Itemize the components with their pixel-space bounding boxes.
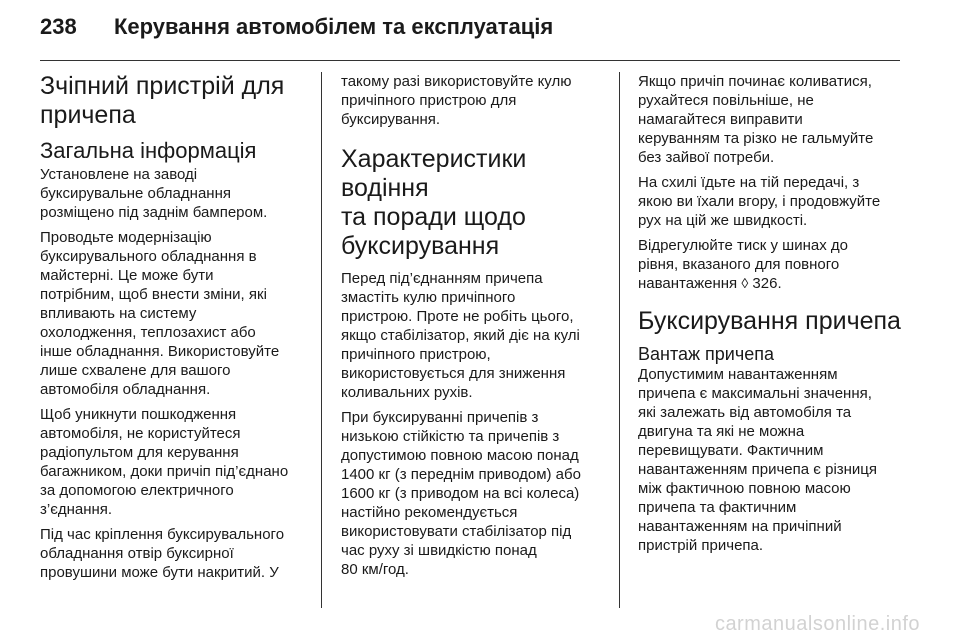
section-heading-towing-device: Зчіпний пристрій для причепа [40, 72, 285, 129]
paragraph: Щоб уникнути пошкодження автомобіля, не користуйтеся радіопультом для керування багажником, доки причіп під’єднано за допомогою електричного з’єднання. [40, 406, 289, 518]
paragraph: Установлене на заводі буксирувальне обладнання розміщено під заднім бампером. [40, 166, 268, 221]
paragraph: Під час кріплення буксирувального обладнання отвір буксирної провушини може бути накритий. У [40, 526, 285, 581]
section-heading-trailer-towing: Буксирування причепа [638, 307, 901, 335]
paragraph: Допустимим навантаженням причепа є максимальні значення, які залежать від автомобіля та двигуна та які не можна перевищувати. Фактичним навантаженням причепа є різниця між фактичною повною масою причепа та фактичним навантаженням на причіпний пристрій причепа. [638, 366, 878, 554]
column-divider-1 [321, 72, 322, 608]
column-left [40, 72, 310, 588]
subheading-trailer-load: Вантаж причепа [638, 344, 775, 364]
column-right [638, 72, 908, 561]
header-divider [40, 60, 900, 61]
paragraph: Перед під’єднанням причепа змастіть кулю причіпного пристрою. Проте не робіть цього, якщо стабілізатор, який діє на кулі причіпного пристрою, використовується для зниження коливальних рухів. [341, 270, 580, 401]
paragraph: На схилі їдьте на тій передачі, з якою ви їхали вгору, і продовжуйте рух на цій же швидкості. [638, 174, 881, 229]
subheading-general-info: Загальна інформація [40, 138, 257, 163]
paragraph [638, 236, 908, 293]
paragraph-text: Відрегулюйте тиск у шинах до рівня, вказаного для повного навантаження [638, 237, 848, 292]
page-reference-icon[interactable]: ◊ [741, 275, 749, 291]
paragraph: При буксируванні причепів з низькою стійкістю та причепів з допустимою повною масою понад 1400 кг (з переднім приводом) або 1600 кг (з приводом на всі колеса) настійно рекомендується використовувати стабілізатор під час руху зі швидкістю понад 80 км/год. [341, 409, 581, 578]
column-middle [341, 72, 611, 585]
watermark: carmanualsonline.info [714, 613, 920, 635]
column-divider-2 [619, 72, 620, 608]
paragraph: такому разі використовуйте кулю причіпного пристрою для буксирування. [341, 73, 572, 128]
page-number: 238 [40, 14, 77, 39]
page-reference-number[interactable]: 326. [748, 275, 782, 292]
section-heading-driving-tips: Характеристики водіння та поради щодо буксирування [341, 145, 527, 260]
chapter-title: Керування автомобілем та експлуатація [114, 14, 554, 39]
paragraph: Проводьте модернізацію буксирувального обладнання в майстерні. Це може бути потрібним, щоб внести зміни, які впливають на систему охолодження, теплозахист або інше обладнання. Використовуйте лише схвалене для вашого автомобіля обладнання. [40, 229, 280, 398]
paragraph: Якщо причіп починає коливатися, рухайтеся повільніше, не намагайтеся виправити керуванням та різко не гальмуйте без зайвої потреби. [638, 73, 874, 166]
page-header [40, 14, 553, 48]
